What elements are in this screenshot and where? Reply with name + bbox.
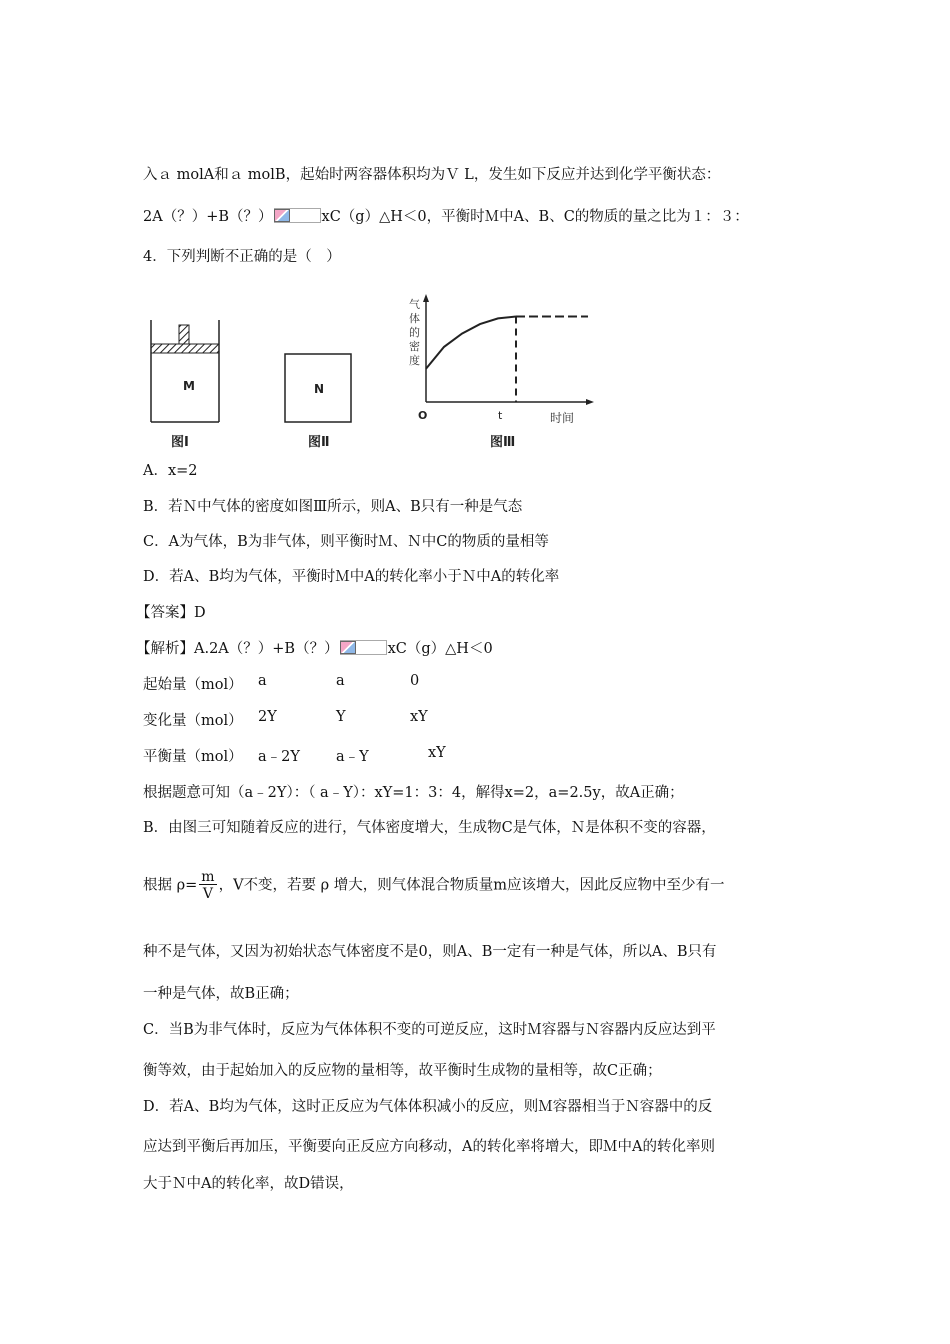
b-line2-pre: 根据 ρ= bbox=[143, 877, 198, 894]
equilibrium-arrow-icon bbox=[274, 208, 321, 223]
fig2-label: N bbox=[314, 382, 325, 396]
ice-change-col0: 变化量（mol） bbox=[143, 713, 243, 729]
ice-initial-col1: a bbox=[258, 673, 267, 689]
analysis-d-line2: 应达到平衡后再加压，平衡要向正反应方向移动，A的转化率将增大，即Ｍ中A的转化率则 bbox=[143, 1139, 715, 1155]
analysis-eq-prefix: A.2A（？）+B（？） bbox=[194, 641, 339, 657]
analysis-b-line4: 一种是气体，故B正确； bbox=[143, 986, 299, 1002]
analysis-equation bbox=[136, 637, 493, 658]
density-curve bbox=[426, 317, 516, 369]
equation-suffix: xC（g）△H＜0，平衡时Ｍ中A、B、C的物质的量之比为１：３： bbox=[321, 209, 749, 225]
analysis-c-line2: 衡等效，由于起始加入的反应物的量相等，故平衡时生成物的量相等，故C正确； bbox=[143, 1063, 662, 1079]
question-intro: 入ａ molA和ａ molB，起始时两容器体积均为Ｖ L，发生如下反应并达到化学平衡状态： bbox=[143, 167, 721, 183]
ice-change-col2: Y bbox=[336, 709, 346, 725]
option-d: D．若A、B均为气体，平衡时Ｍ中A的转化率小于Ｎ中A的转化率 bbox=[143, 569, 560, 585]
option-c: C．A为气体，B为非气体，则平衡时Ｍ、Ｎ中C的物质的量相等 bbox=[143, 534, 549, 550]
question-equation bbox=[143, 205, 749, 226]
analysis-eq-suffix: xC（g）△H＜0 bbox=[387, 641, 493, 657]
analysis-c-line1: C．当B为非气体时，反应为气体体积不变的可逆反应，这时Ｍ容器与Ｎ容器内反应达到平 bbox=[143, 1022, 716, 1038]
equilibrium-arrow-icon bbox=[340, 640, 387, 655]
analysis-b-line1: B．由图三可知随着反应的进行，气体密度增大，生成物C是气体，Ｎ是体积不变的容器， bbox=[143, 820, 716, 836]
fig2-caption: 图Ⅱ bbox=[308, 435, 330, 450]
ice-equilibrium-col3: xY bbox=[428, 745, 446, 761]
ice-initial-col2: a bbox=[336, 673, 345, 689]
analysis-b-line3: 种不是气体，又因为初始状态气体密度不是0，则A、B一定有一种是气体，所以A、B只有 bbox=[143, 944, 717, 960]
ice-initial-col3: 0 bbox=[410, 673, 420, 689]
answer-value: D bbox=[194, 605, 206, 621]
fraction-denominator: V bbox=[202, 886, 213, 902]
ice-initial-col0: 起始量（mol） bbox=[143, 677, 243, 693]
y-axis-label-char: 密 bbox=[409, 340, 420, 353]
ice-equilibrium-col0: 平衡量（mol） bbox=[143, 749, 243, 765]
answer-line bbox=[136, 601, 206, 622]
y-axis-label-char: 气 bbox=[409, 298, 420, 311]
option-b: B．若Ｎ中气体的密度如图Ⅲ所示，则A、B只有一种是气态 bbox=[143, 499, 523, 515]
analysis-d-line3: 大于Ｎ中A的转化率，故D错误， bbox=[143, 1176, 354, 1192]
figure-3-density-chart bbox=[400, 290, 600, 430]
analysis-d-line1: D．若A、B均为气体，这时正反应为气体体积减小的反应，则Ｍ容器相当于Ｎ容器中的反 bbox=[143, 1099, 713, 1115]
origin-label: O bbox=[418, 409, 428, 422]
ice-change-col1: 2Y bbox=[258, 709, 277, 725]
x-axis-label: 时间 bbox=[550, 411, 575, 425]
ice-equilibrium-col2: a﹣Y bbox=[336, 749, 369, 765]
question-stem: 4．下列判断不正确的是（ ） bbox=[143, 249, 341, 265]
figure-1-cylinder bbox=[145, 318, 225, 428]
y-axis-label-char: 体 bbox=[409, 312, 420, 325]
answer-label: 【答案】 bbox=[136, 605, 194, 621]
fig1-caption: 图Ⅰ bbox=[171, 435, 189, 450]
y-axis-label bbox=[409, 297, 420, 367]
y-axis-label-char: 的 bbox=[409, 326, 420, 339]
b-line2-post: ，V不变，若要 ρ 增大，则气体混合物质量m应该增大，因此反应物中至少有一 bbox=[218, 877, 725, 894]
t-tick-label: t bbox=[498, 409, 503, 422]
fig3-caption: 图Ⅲ bbox=[490, 435, 516, 450]
density-fraction bbox=[199, 870, 216, 901]
y-axis-arrow bbox=[423, 294, 429, 302]
ice-equilibrium-col1: a﹣2Y bbox=[258, 749, 300, 765]
ice-change-col3: xY bbox=[410, 709, 428, 725]
analysis-a-conclusion: 根据题意可知（a﹣2Y）：（ a﹣Y）：xY=1：3：4，解得x=2，a=2.5y，故A正确； bbox=[143, 785, 684, 801]
x-axis-arrow bbox=[586, 399, 594, 405]
analysis-b-line2 bbox=[143, 870, 725, 901]
y-axis-label-char: 度 bbox=[409, 354, 420, 367]
figure-2-box bbox=[282, 352, 354, 426]
analysis-label: 【解析】 bbox=[136, 641, 194, 657]
fig1-label: M bbox=[183, 379, 195, 393]
fraction-numerator: m bbox=[201, 869, 215, 885]
equation-prefix: 2A（？）+B（？） bbox=[143, 209, 273, 225]
option-a: A．x=2 bbox=[143, 463, 198, 479]
